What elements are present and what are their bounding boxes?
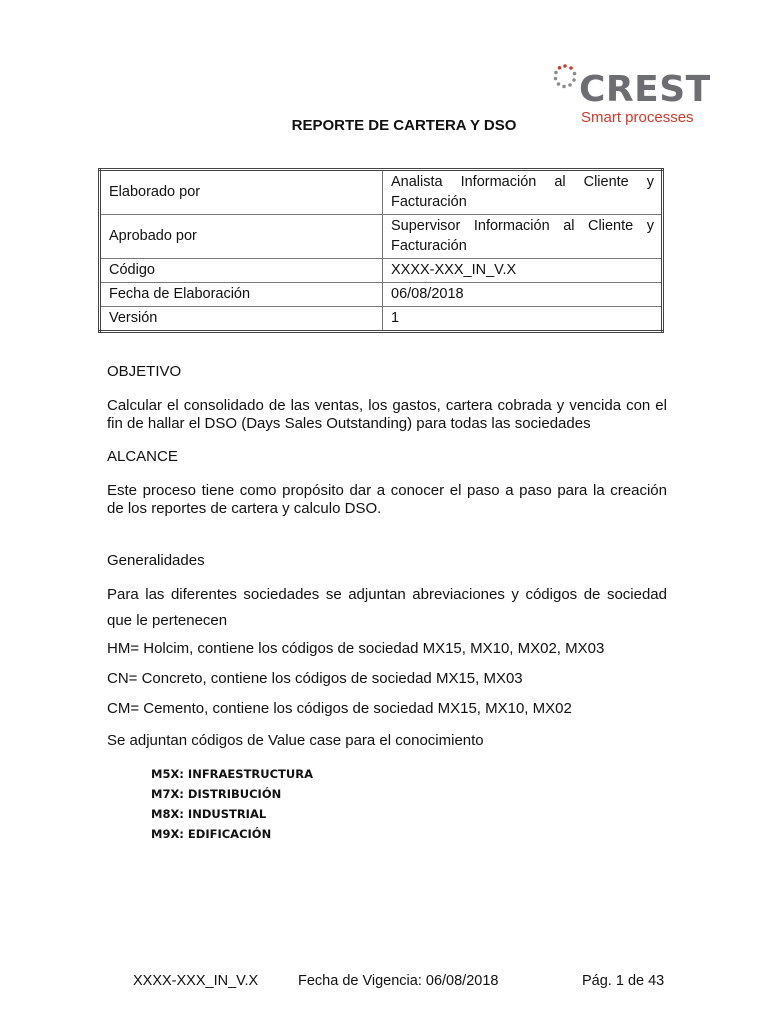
generalidades-heading: Generalidades: [107, 552, 205, 569]
objetivo-text: Calcular el consolidado de las ventas, los gastos, cartera cobrada y vencida con el fin de hallar el DSO (Days Sales Outstanding) para todas las sociedades: [107, 397, 667, 432]
value-case-intro: Se adjuntan códigos de Value case para el conocimiento: [107, 732, 484, 749]
table-row: [100, 283, 663, 307]
list-item: M8X: INDUSTRIAL: [151, 807, 267, 821]
table-row: [100, 307, 663, 332]
footer-code: XXXX-XXX_IN_V.X: [133, 973, 259, 989]
cm-line: CM= Cemento, contiene los códigos de sociedad MX15, MX10, MX02: [107, 700, 572, 717]
alcance-heading: ALCANCE: [107, 448, 178, 465]
generalidades-intro: Para las diferentes sociedades se adjuntan abreviaciones y códigos de sociedad que le pertenecen: [107, 586, 667, 629]
footer-vigencia: Fecha de Vigencia: 06/08/2018: [298, 973, 499, 989]
list-item: M5X: INFRAESTRUCTURA: [151, 767, 313, 781]
footer-page-number: Pág. 1 de 43: [582, 973, 665, 989]
document-info-table: [98, 168, 664, 333]
value-code-list: [151, 764, 313, 844]
list-item: M9X: EDIFICACIÓN: [151, 827, 272, 841]
logo-tagline: Smart processes: [581, 109, 694, 126]
table-value-version: 1: [383, 307, 663, 332]
objetivo-heading: OBJETIVO: [107, 363, 182, 380]
table-row: [100, 259, 663, 283]
table-value-elaborado: Analista Información al Cliente y Facturación: [383, 170, 663, 215]
cn-line: CN= Concreto, contiene los códigos de sociedad MX15, MX03: [107, 670, 523, 687]
dots-ring-icon: [551, 62, 579, 90]
hm-line: HM= Holcim, contiene los códigos de sociedad MX15, MX10, MX02, MX03: [107, 640, 605, 657]
table-row: [100, 215, 663, 259]
table-row: [100, 170, 663, 215]
alcance-text: Este proceso tiene como propósito dar a conocer el paso a paso para la creación de los reportes de cartera y calculo DSO.: [107, 482, 667, 517]
document-title: REPORTE DE CARTERA Y DSO: [291, 117, 517, 134]
table-value-codigo: XXXX-XXX_IN_V.X: [383, 259, 663, 283]
table-key-version: Versión: [100, 307, 383, 332]
table-key-codigo: Código: [100, 259, 383, 283]
list-item: M7X: DISTRIBUCIÓN: [151, 787, 282, 801]
table-key-aprobado: Aprobado por: [100, 215, 383, 259]
table-value-aprobado: Supervisor Información al Cliente y Facturación: [383, 215, 663, 259]
table-value-fecha: 06/08/2018: [383, 283, 663, 307]
table-key-fecha: Fecha de Elaboración: [100, 283, 383, 307]
logo-wordmark: CREST: [579, 69, 711, 110]
table-key-elaborado: Elaborado por: [100, 170, 383, 215]
